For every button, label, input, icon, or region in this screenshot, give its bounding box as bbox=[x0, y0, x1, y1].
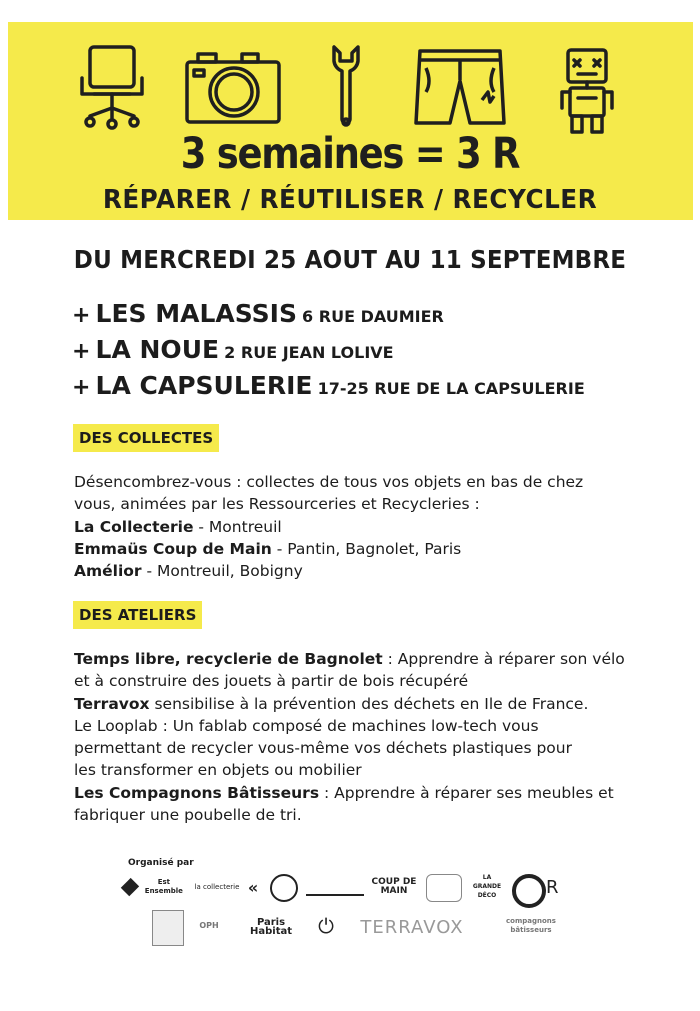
location-address: 6 RUE DAUMIER bbox=[302, 307, 444, 326]
round-badge-logo bbox=[512, 874, 546, 908]
headline: 3 semaines = 3 R bbox=[180, 129, 520, 179]
collecte-name: Emmaüs Coup de Main bbox=[74, 539, 272, 558]
power-icon: ⏻ bbox=[318, 913, 334, 938]
atelier-line bbox=[74, 782, 674, 804]
atelier-line: permettant de recycler vous-même vos déchets plastiques pour bbox=[74, 739, 572, 758]
collecte-item bbox=[74, 538, 674, 560]
logo-compagnons-batisseurs: compagnons bâtisseurs bbox=[506, 917, 556, 934]
ressourcerie-logo bbox=[306, 878, 364, 896]
logo-la-collecterie: la collecterie bbox=[194, 882, 240, 891]
section-tag-ateliers: DES ATELIERS bbox=[73, 601, 202, 629]
collecte-name: La Collecterie bbox=[74, 517, 194, 536]
atelier-line bbox=[74, 648, 674, 670]
logo-terravox: TERRAVOX bbox=[360, 916, 464, 938]
atelier-name: Terravox bbox=[74, 694, 150, 713]
atelier-line: Le Looplab : Un fablab composé de machines low-tech vous bbox=[74, 716, 539, 735]
location-item bbox=[72, 296, 692, 332]
atelier-line: et à construire des jouets à partir de bois récupéré bbox=[74, 672, 469, 691]
collectes-intro-1: Désencombrez-vous : collectes de tous vos objets en bas de chez bbox=[74, 473, 584, 491]
collecte-item bbox=[74, 516, 674, 538]
collecte-detail: - Montreuil, Bobigny bbox=[141, 562, 303, 581]
logo-la-grande-deco: LA GRANDE DÉCO bbox=[472, 873, 502, 899]
locations-list bbox=[72, 296, 692, 404]
logo-text: Est Ensemble bbox=[144, 878, 183, 895]
location-item bbox=[72, 332, 692, 368]
square-logo bbox=[152, 910, 184, 946]
atelier-detail: sensibilise à la prévention des déchets en Ile de France. bbox=[149, 694, 589, 713]
location-address: 2 RUE JEAN LOLIVE bbox=[224, 343, 394, 362]
atelier-line bbox=[74, 693, 674, 715]
plus-marker: + bbox=[72, 339, 91, 364]
logo-est-ensemble bbox=[124, 876, 186, 898]
atelier-line: fabriquer une poubelle de tri. bbox=[74, 806, 302, 825]
logo-coup-de-main: COUP DE MAIN bbox=[371, 877, 417, 896]
section-tag-collectes: DES COLLECTES bbox=[73, 424, 219, 452]
atelier-detail: : Apprendre à réparer ses meubles et bbox=[319, 783, 614, 802]
round-seal-logo bbox=[270, 874, 298, 902]
logo-paris-habitat: Paris Habitat bbox=[249, 917, 292, 937]
location-item bbox=[72, 368, 692, 404]
collecte-item bbox=[74, 560, 674, 582]
location-address: 17-25 RUE DE LA CAPSULERIE bbox=[317, 379, 585, 398]
location-name: LA NOUE bbox=[95, 335, 220, 364]
diamond-icon bbox=[121, 878, 139, 896]
camera-icon bbox=[184, 50, 282, 126]
shorts-icon bbox=[414, 48, 506, 128]
collectes-text bbox=[74, 471, 674, 582]
location-name: LA CAPSULERIE bbox=[95, 371, 313, 400]
r-logo: R bbox=[546, 876, 559, 898]
chevron-left-icon: « bbox=[247, 877, 259, 897]
atelier-name: Les Compagnons Bâtisseurs bbox=[74, 783, 320, 802]
atelier-line: les transformer en objets ou mobilier bbox=[74, 761, 362, 780]
office-chair-icon bbox=[76, 44, 148, 134]
badge-logo bbox=[426, 874, 462, 902]
atelier-name: Temps libre, recyclerie de Bagnolet bbox=[74, 650, 383, 668]
robot-icon bbox=[556, 44, 618, 136]
organizers-label: Organisé par bbox=[128, 858, 194, 868]
plus-marker: + bbox=[72, 375, 91, 400]
collecte-detail: - Pantin, Bagnolet, Paris bbox=[271, 539, 462, 558]
collecte-detail: - Montreuil bbox=[193, 517, 282, 536]
atelier-detail: : Apprendre à réparer son vélo bbox=[382, 650, 625, 668]
collecte-name: Amélior bbox=[74, 562, 142, 581]
location-name: LES MALASSIS bbox=[95, 299, 297, 328]
event-dates: DU MERCREDI 25 AOUT AU 11 SEPTEMBRE bbox=[73, 245, 627, 274]
wrench-icon bbox=[326, 44, 366, 132]
subhead: RÉPARER / RÉUTILISER / RECYCLER bbox=[102, 185, 598, 215]
collectes-intro-2: vous, animées par les Ressourceries et Recycleries : bbox=[74, 495, 480, 514]
plus-marker: + bbox=[72, 303, 91, 328]
ateliers-text bbox=[74, 648, 674, 826]
logo-oph: OPH bbox=[199, 920, 219, 930]
